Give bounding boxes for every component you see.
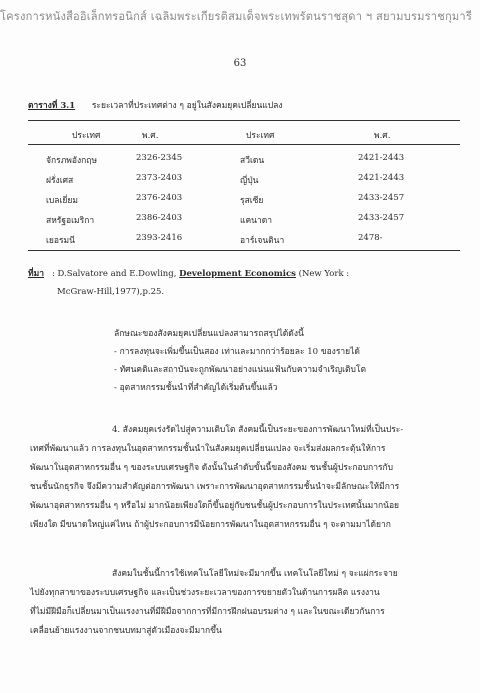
- paragraph-line: สังคมในชั้นนี้การใช้เทคโนโลยีใหม่จะมีมากขึ้น เทคโนโลยีใหม่ ๆ จะแผ่กระจาย: [112, 569, 398, 579]
- table-cell: อาร์เจนตินา: [240, 236, 285, 246]
- paragraph-line: เทศที่พัฒนาแล้ว การลงทุนในอุตสาหกรรมชั้นนำในสังคมยุคเปลี่ยนแปลง จะเริ่มส่งผลกระตุ้นให้การ: [30, 444, 386, 454]
- paragraph-line: ชนชั้นนักธุรกิจ จึงมีความสำคัญต่อการพัฒนา เพราะการพัฒนาอุตสาหกรรมชั้นนำจะมีลักษณะให้มีการ: [30, 482, 400, 492]
- table-cell: สวีเดน: [240, 156, 265, 166]
- page-number: 63: [233, 58, 247, 69]
- paragraph-line: เคลื่อนย้ายแรงงานจากชนบทมาสู่ตัวเมืองจะมีมากขึ้น: [30, 626, 222, 636]
- table-cell: 2376-2403: [136, 193, 183, 203]
- paragraph-line: พัฒนาอุตสาหกรรมอื่น ๆ หรือไม่ มากน้อยเพียงใดก็ขึ้นอยู่กับชนชั้นผู้ประกอบการในประเทศนั้นมากน้อย: [30, 501, 400, 511]
- table-header-country-1: ประเทศ: [72, 131, 101, 141]
- table-cell: 2386-2403: [136, 213, 183, 223]
- table-caption-label: ตารางที่ 3.1: [28, 101, 76, 111]
- paragraph-line: ลักษณะของสังคมยุคเปลี่ยนแปลงสามารถสรุปได้ดังนี้: [114, 329, 304, 339]
- source-publisher-line: McGraw-Hill,1977),p.25.: [57, 287, 165, 297]
- table-cell: 2478-: [358, 233, 383, 243]
- paragraph-line: ที่ไม่มีฝีมือก็เปลี่ยนมาเป็นแรงงานที่มีฝีมือจากการที่มีการฝึกฝนอบรมต่าง ๆ และในขณะเดียวกันการ: [30, 607, 385, 617]
- page-header: โครงการหนังสืออิเล็กทรอนิกส์ เฉลิมพระเกียรติสมเด็จพระเทพรัตนราชสุดา ฯ สยามบรมราชกุมารี: [0, 9, 473, 23]
- bullet-line: - อุตสาหกรรมชั้นนำที่สำคัญได้เริ่มต้นขึ้นแล้ว: [114, 383, 278, 393]
- source-book-title: Development Economics: [179, 269, 296, 279]
- table-header-year-2: พ.ศ.: [374, 131, 391, 141]
- table-bottom-rule: [28, 250, 460, 251]
- paragraph-line: 4. สังคมยุคเร่งรัดไปสู่ความเติบโต สังคมนี้เป็นระยะของการพัฒนาใหม่ที่เป็นประ-: [112, 425, 404, 435]
- table-cell: ฝรั่งเศส: [46, 176, 74, 186]
- source-label: ที่มา: [28, 269, 44, 279]
- source-author: : D.Salvatore and E.Dowling,: [51, 269, 180, 279]
- table-cell: รุสเซีย: [240, 196, 264, 206]
- table-cell: 2433-2457: [358, 213, 405, 223]
- source-publisher: (New York :: [295, 269, 350, 279]
- table-source: [28, 266, 349, 280]
- table-cell: 2421-2443: [358, 173, 405, 183]
- table-caption-text: ระยะเวลาที่ประเทศต่าง ๆ อยู่ในสังคมยุคเปลี่ยนแปลง: [91, 101, 283, 111]
- table-cell: 2326-2345: [136, 153, 183, 163]
- table-top-rule: [28, 120, 460, 121]
- table-header-rule: [28, 144, 460, 145]
- paragraph-line: พัฒนาในอุตสาหกรรมอื่น ๆ ของระบบเศรษฐกิจ ดังนั้นในลำดับขั้นนี้ของสังคม ชนชั้นผู้ประกอบการกับ: [30, 463, 394, 473]
- table-header-country-2: ประเทศ: [246, 131, 275, 141]
- table-cell: 2393-2416: [136, 233, 183, 243]
- table-cell: จักรภพอังกฤษ: [46, 156, 98, 166]
- table-cell: 2433-2457: [358, 193, 405, 203]
- table-cell: แคนาดา: [240, 216, 273, 226]
- table-cell: สหรัฐอเมริกา: [46, 216, 95, 226]
- table-cell: ญี่ปุ่น: [240, 176, 259, 186]
- table-cell: 2421-2443: [358, 153, 405, 163]
- table-cell: เยอรมนี: [46, 236, 75, 246]
- table-caption: [28, 98, 283, 112]
- table-cell: 2373-2403: [136, 173, 183, 183]
- table-header-year-1: พ.ศ.: [142, 131, 159, 141]
- paragraph-line: เพียงใด มีขนาดใหญ่แค่ไหน ถ้าผู้ประกอบการมีน้อยการพัฒนาในอุตสาหกรรมอื่น ๆ จะตามมาได้ยาก: [30, 520, 391, 530]
- paragraph-line: ไปยังทุกสาขาของระบบเศรษฐกิจ และเป็นช่วงระยะเวลาของการขยายตัวในด้านการผลิต แรงงาน: [30, 588, 380, 598]
- table-cell: เบลเยี่ยม: [46, 196, 78, 206]
- bullet-line: - ทัศนคติและสถาบันจะถูกพัฒนาอย่างแน่นแฟ้นกับความจำเริญเติบโต: [114, 365, 367, 375]
- bullet-line: - การลงทุนจะเพิ่มขึ้นเป็นสอง เท่าและมากกว่าร้อยละ 10 ของรายได้: [114, 347, 360, 357]
